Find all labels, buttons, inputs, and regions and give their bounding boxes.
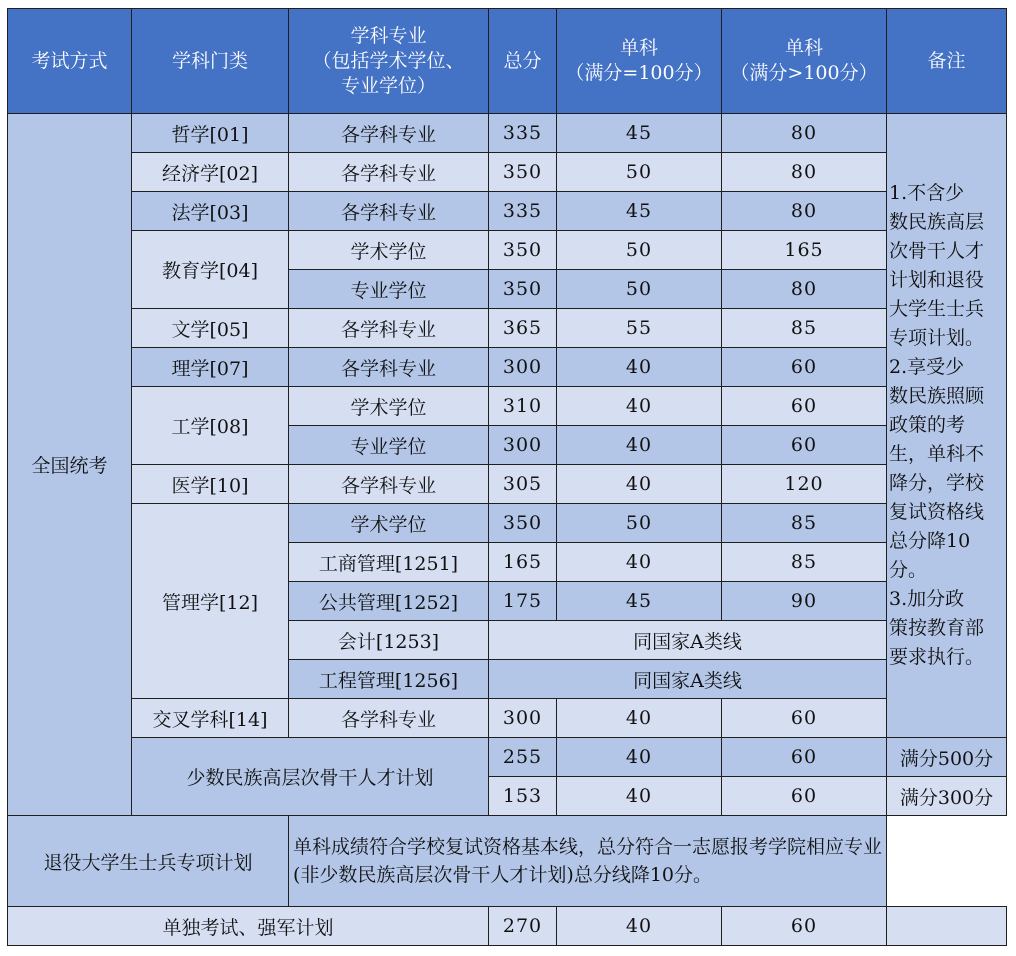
independent-remark	[887, 907, 1007, 946]
category-cell: 法学[03]	[132, 192, 289, 231]
minority-remark: 满分300分	[887, 777, 1007, 816]
total-cell: 350	[489, 504, 557, 543]
single-over-cell: 120	[722, 465, 887, 504]
single-over-cell: 80	[722, 270, 887, 309]
merged-score-cell: 同国家A类线	[489, 621, 887, 660]
table-row	[8, 699, 1007, 738]
single-100-cell: 50	[557, 504, 722, 543]
total-cell: 175	[489, 582, 557, 621]
major-cell: 各学科专业	[289, 348, 489, 387]
major-cell: 各学科专业	[289, 192, 489, 231]
single-100-cell: 50	[557, 270, 722, 309]
total-cell: 305	[489, 465, 557, 504]
total-cell: 310	[489, 387, 557, 426]
single-100-cell: 40	[557, 777, 722, 816]
major-cell: 各学科专业	[289, 114, 489, 153]
single-over-cell: 85	[722, 543, 887, 582]
single-over-cell: 60	[722, 348, 887, 387]
single-over-cell: 60	[722, 907, 887, 946]
major-cell: 工程管理[1256]	[289, 660, 489, 699]
header-major: 学科专业 （包括学术学位、 专业学位）	[289, 9, 489, 114]
table-row	[8, 114, 1007, 153]
independent-exam-label: 单独考试、强军计划	[8, 907, 489, 946]
single-100-cell: 40	[557, 907, 722, 946]
veteran-plan-text: 单科成绩符合学校复试资格基本线，总分符合一志愿报考学院相应专业(非少数民族高层次骨干人才计划)总分线降10分。	[289, 816, 887, 907]
single-100-cell: 40	[557, 387, 722, 426]
single-over-cell: 80	[722, 114, 887, 153]
single-over-cell: 165	[722, 231, 887, 270]
minority-remark: 满分500分	[887, 738, 1007, 777]
table-row	[8, 738, 1007, 777]
total-cell: 255	[489, 738, 557, 777]
table-row	[8, 309, 1007, 348]
total-cell: 350	[489, 231, 557, 270]
total-cell: 350	[489, 153, 557, 192]
single-100-cell: 40	[557, 699, 722, 738]
total-cell: 350	[489, 270, 557, 309]
major-cell: 会计[1253]	[289, 621, 489, 660]
total-cell: 300	[489, 426, 557, 465]
single-over-cell: 85	[722, 309, 887, 348]
single-100-cell: 40	[557, 738, 722, 777]
single-over-cell: 60	[722, 777, 887, 816]
header-single-100: 单科 （满分=100分）	[557, 9, 722, 114]
category-cell: 哲学[01]	[132, 114, 289, 153]
major-cell: 学术学位	[289, 387, 489, 426]
major-cell: 专业学位	[289, 426, 489, 465]
table-row	[8, 231, 1007, 270]
single-over-cell: 85	[722, 504, 887, 543]
major-cell: 各学科专业	[289, 153, 489, 192]
header-category: 学科门类	[132, 9, 289, 114]
total-cell: 270	[489, 907, 557, 946]
major-cell: 各学科专业	[289, 465, 489, 504]
major-cell: 公共管理[1252]	[289, 582, 489, 621]
table-row	[8, 907, 1007, 946]
single-over-cell: 90	[722, 582, 887, 621]
major-cell: 专业学位	[289, 270, 489, 309]
total-cell: 335	[489, 114, 557, 153]
table-row	[8, 153, 1007, 192]
total-cell: 153	[489, 777, 557, 816]
major-cell: 各学科专业	[289, 699, 489, 738]
single-100-cell: 55	[557, 309, 722, 348]
header-total: 总分	[489, 9, 557, 114]
table-row	[8, 387, 1007, 426]
score-table	[7, 8, 1007, 946]
category-cell: 教育学[04]	[132, 231, 289, 309]
veteran-plan-label: 退役大学生士兵专项计划	[8, 816, 289, 907]
table-row	[8, 504, 1007, 543]
single-100-cell: 40	[557, 465, 722, 504]
single-100-cell: 40	[557, 348, 722, 387]
category-cell: 经济学[02]	[132, 153, 289, 192]
single-100-cell: 45	[557, 114, 722, 153]
header-single-over-100: 单科 （满分>100分）	[722, 9, 887, 114]
category-cell: 管理学[12]	[132, 504, 289, 699]
header-row	[8, 9, 1007, 114]
single-over-cell: 60	[722, 738, 887, 777]
method-cell: 全国统考	[8, 114, 132, 816]
single-100-cell: 40	[557, 426, 722, 465]
remark-note: 1.不含少 数民族高层 次骨干人才 计划和退役 大学生士兵 专项计划。 2.享受少 数民族照顾 政策的考 生，单科不 降分，学校 复试资格线 总分降10 分。 3.加分政 策按教育部 要求执行。	[887, 114, 1007, 738]
single-over-cell: 80	[722, 192, 887, 231]
total-cell: 300	[489, 348, 557, 387]
major-cell: 学术学位	[289, 231, 489, 270]
table-row	[8, 465, 1007, 504]
major-cell: 工商管理[1251]	[289, 543, 489, 582]
single-over-cell: 60	[722, 426, 887, 465]
single-100-cell: 45	[557, 582, 722, 621]
single-over-cell: 60	[722, 699, 887, 738]
single-100-cell: 50	[557, 153, 722, 192]
total-cell: 335	[489, 192, 557, 231]
category-cell: 医学[10]	[132, 465, 289, 504]
major-cell: 各学科专业	[289, 309, 489, 348]
total-cell: 165	[489, 543, 557, 582]
table-row	[8, 348, 1007, 387]
single-100-cell: 50	[557, 231, 722, 270]
table-row	[8, 816, 1007, 907]
header-method: 考试方式	[8, 9, 132, 114]
major-cell: 学术学位	[289, 504, 489, 543]
single-100-cell: 45	[557, 192, 722, 231]
total-cell: 365	[489, 309, 557, 348]
category-cell: 交叉学科[14]	[132, 699, 289, 738]
category-cell: 工学[08]	[132, 387, 289, 465]
single-over-cell: 60	[722, 387, 887, 426]
total-cell: 300	[489, 699, 557, 738]
minority-plan-label: 少数民族高层次骨干人才计划	[132, 738, 489, 816]
single-over-cell: 80	[722, 153, 887, 192]
table-row	[8, 192, 1007, 231]
category-cell: 文学[05]	[132, 309, 289, 348]
merged-score-cell: 同国家A类线	[489, 660, 887, 699]
category-cell: 理学[07]	[132, 348, 289, 387]
header-remark: 备注	[887, 9, 1007, 114]
single-100-cell: 40	[557, 543, 722, 582]
